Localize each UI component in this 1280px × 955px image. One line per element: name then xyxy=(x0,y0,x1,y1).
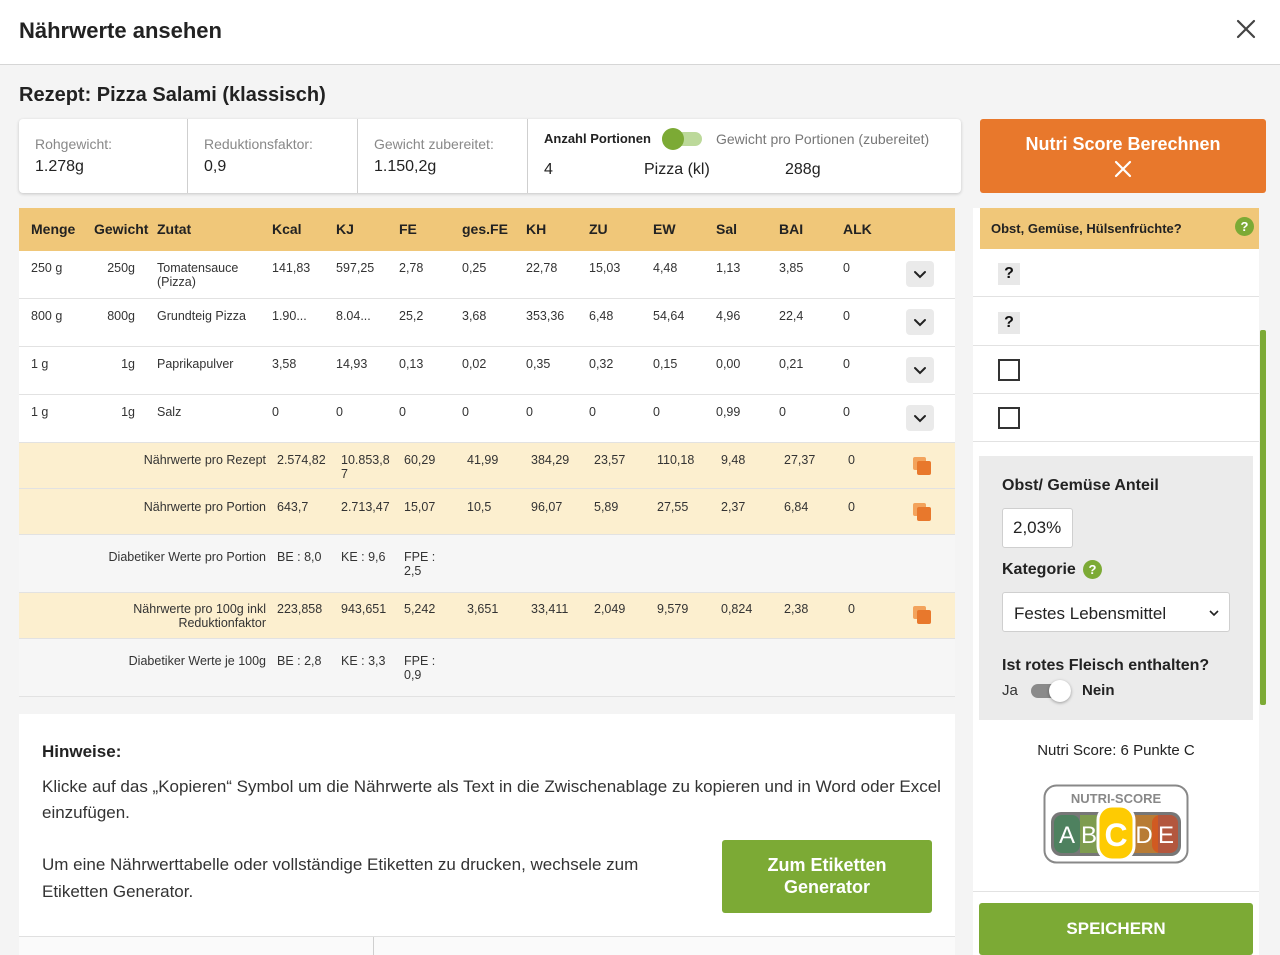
cell-alk: 0 xyxy=(843,309,850,323)
logo-letter-e: E xyxy=(1157,822,1175,849)
logo-letter-c: C xyxy=(1104,817,1128,853)
red-meat-no-label: Nein xyxy=(1082,682,1115,699)
portion-unit: Pizza (kl) xyxy=(644,161,710,178)
help-icon[interactable]: ? xyxy=(1083,560,1102,579)
th-ew: EW xyxy=(653,221,676,237)
per-recipe-row xyxy=(19,443,955,489)
cell-kh: 353,36 xyxy=(526,309,565,323)
cell-gewicht: 250g xyxy=(107,261,135,275)
nutri-score-logo-title: NUTRI-SCORE xyxy=(1070,791,1162,806)
cell-bai: 0,21 xyxy=(779,357,804,371)
expand-row-button[interactable] xyxy=(906,405,934,431)
cell-zu: 5,89 xyxy=(594,500,619,514)
side-list-item xyxy=(973,346,1259,394)
cell-ew: 110,18 xyxy=(657,453,695,467)
red-meat-label: Ist rotes Fleisch enthalten? xyxy=(1002,657,1210,674)
cell-ges-fe: 0 xyxy=(462,405,469,419)
cell-menge: 1 g xyxy=(31,405,49,419)
nutri-score-button-label: Nutri Score Berechnen xyxy=(1025,134,1221,154)
cell-zu: 15,03 xyxy=(589,261,621,275)
per-100g-label: Nährwerte pro 100g inkl Reduktionfaktor xyxy=(133,602,266,630)
cell-zu: 2,049 xyxy=(594,602,626,616)
side-header xyxy=(980,208,1259,249)
close-icon[interactable] xyxy=(1234,14,1258,44)
cell-alk: 0 xyxy=(848,602,855,616)
cell-zu: 23,57 xyxy=(594,453,626,467)
th-zutat: Zutat xyxy=(157,221,192,237)
label-generator-button-label: Zum Etiketten Generator xyxy=(767,855,887,897)
cell-zu: 0,32 xyxy=(589,357,614,371)
cell-bai: 3,85 xyxy=(779,261,804,275)
cell-bai: 6,84 xyxy=(784,500,809,514)
cell-gewicht: 1g xyxy=(121,405,135,419)
table-row xyxy=(19,395,955,443)
nutri-score-logo xyxy=(1043,784,1189,864)
side-list-item xyxy=(973,249,1259,297)
cell-kh: 96,07 xyxy=(531,500,563,514)
nutri-settings-panel xyxy=(979,456,1253,720)
chevron-down-icon xyxy=(1208,607,1220,619)
raw-weight-value: 1.278g xyxy=(35,158,84,175)
th-sal: Sal xyxy=(716,221,738,237)
label-generator-button[interactable] xyxy=(722,840,932,913)
side-list-item xyxy=(973,394,1259,442)
diabetic-portion-label: Diabetiker Werte pro Portion xyxy=(108,550,266,564)
cell-be: BE : 2,8 xyxy=(277,654,322,668)
cell-sal: 0,824 xyxy=(721,602,753,616)
cell-fe: 2,78 xyxy=(399,261,424,275)
cell-kcal: 1.90... xyxy=(272,309,307,323)
cell-kj: 14,93 xyxy=(336,357,368,371)
expand-row-button[interactable] xyxy=(906,309,934,335)
reduction-label: Reduktionsfaktor: xyxy=(204,136,313,152)
table-header xyxy=(19,208,955,251)
cell-kj: 2.713,47 xyxy=(341,500,390,514)
prepared-weight-cell xyxy=(358,119,528,193)
table-row xyxy=(19,251,955,299)
cell-alk: 0 xyxy=(848,453,855,467)
cell-zutat: Tomatensauce (Pizza) xyxy=(157,261,239,289)
category-select[interactable] xyxy=(1002,592,1230,632)
portions-cell xyxy=(528,119,961,193)
cell-ew: 0,15 xyxy=(653,357,678,371)
modal-title: Nährwerte ansehen xyxy=(19,18,222,43)
cell-bai: 2,38 xyxy=(784,602,809,616)
cell-zutat: Grundteig Pizza xyxy=(157,309,246,323)
reduction-cell xyxy=(188,119,358,193)
copy-icon[interactable] xyxy=(911,501,933,523)
cell-ew: 0 xyxy=(653,405,660,419)
cell-menge: 800 g xyxy=(31,309,63,323)
question-mark-icon[interactable]: ? xyxy=(998,312,1020,334)
category-label: Kategorie xyxy=(1002,561,1076,578)
th-zu: ZU xyxy=(589,221,608,237)
cell-fe: 5,242 xyxy=(404,602,436,616)
cell-kh: 0 xyxy=(526,405,533,419)
cell-zutat: Paprikapulver xyxy=(157,357,234,371)
modal-header xyxy=(0,0,1280,65)
th-menge: Menge xyxy=(31,221,76,237)
cell-sal: 0,99 xyxy=(716,405,741,419)
raw-weight-label: Rohgewicht: xyxy=(35,136,113,152)
portions-value: 4 xyxy=(544,161,553,178)
diabetic-100g-label: Diabetiker Werte je 100g xyxy=(128,654,266,668)
diabetic-portion-row xyxy=(19,535,955,593)
cell-menge: 250 g xyxy=(31,261,63,275)
logo-letter-b: B xyxy=(1080,822,1098,849)
weights-card xyxy=(19,119,961,193)
per-portion-row xyxy=(19,489,955,535)
cell-sal: 1,13 xyxy=(716,261,741,275)
cell-ges-fe: 0,25 xyxy=(462,261,487,275)
cell-fpe: FPE : 2,5 xyxy=(404,550,436,578)
notes-label-hint: Um eine Nährwerttabelle oder vollständige Etiketten zu drucken, wechsele zum Etiketten Generator. xyxy=(42,855,639,901)
notes-copy-hint: Klicke auf das „Kopieren“ Symbol um die Nährwerte als Text in die Zwischenablage zu kopieren und in Word oder Excel einzufügen. xyxy=(42,777,941,822)
cell-fe: 60,29 xyxy=(404,453,436,467)
cell-alk: 0 xyxy=(843,357,850,371)
cell-menge: 1 g xyxy=(31,357,49,371)
checkbox[interactable] xyxy=(998,407,1020,429)
scrollbar[interactable] xyxy=(1260,330,1266,705)
red-meat-toggle[interactable] xyxy=(1031,684,1071,698)
raw-weight-cell xyxy=(19,119,188,193)
cell-kh: 22,78 xyxy=(526,261,558,275)
reduction-value: 0,9 xyxy=(204,158,227,175)
side-header-label: Obst, Gemüse, Hülsenfrüchte? xyxy=(991,221,1182,236)
nutri-score-calculate-button[interactable] xyxy=(980,119,1266,193)
cell-alk: 0 xyxy=(843,261,850,275)
cell-bai: 27,37 xyxy=(784,453,816,467)
cell-sal: 9,48 xyxy=(721,453,746,467)
cell-fe: 0,13 xyxy=(399,357,424,371)
notes-section xyxy=(19,714,955,936)
cell-be: BE : 8,0 xyxy=(277,550,322,564)
divider xyxy=(973,891,1259,892)
cell-kj: 597,25 xyxy=(336,261,375,275)
portions-label: Anzahl Portionen xyxy=(544,131,651,146)
checkbox[interactable] xyxy=(998,359,1020,381)
th-kh: KH xyxy=(526,221,547,237)
recipe-title: Rezept: Pizza Salami (klassisch) xyxy=(19,84,326,106)
per-portion-label: Nährwerte pro Portion xyxy=(143,500,266,514)
cell-kcal: 2.574,82 xyxy=(277,453,326,467)
help-icon[interactable]: ? xyxy=(1235,217,1254,236)
cell-fe: 15,07 xyxy=(404,500,436,514)
per-100g-row xyxy=(19,593,955,639)
cell-gewicht: 800g xyxy=(107,309,135,323)
cell-zutat: Salz xyxy=(157,405,182,419)
red-meat-toggle-knob xyxy=(1049,680,1071,702)
chevron-down-icon xyxy=(906,309,934,335)
cell-sal: 2,37 xyxy=(721,500,746,514)
cell-kj: 10.853,87 xyxy=(341,453,390,481)
portions-toggle[interactable] xyxy=(662,132,702,146)
nutri-score-panel xyxy=(973,208,1259,955)
prepared-weight-label: Gewicht zubereitet: xyxy=(374,136,494,152)
cell-ges-fe: 3,651 xyxy=(467,602,499,616)
prepared-weight-value: 1.150,2g xyxy=(374,158,437,175)
cell-ew: 9,579 xyxy=(657,602,689,616)
th-alk: ALK xyxy=(843,221,872,237)
cell-kj: 8.04... xyxy=(336,309,371,323)
per-recipe-label: Nährwerte pro Rezept xyxy=(143,453,266,467)
cell-fpe: FPE : 0,9 xyxy=(404,654,436,682)
chevron-down-icon xyxy=(906,357,934,383)
cell-fe: 25,2 xyxy=(399,309,424,323)
divider xyxy=(373,937,374,955)
cell-kcal: 223,858 xyxy=(277,602,323,616)
question-mark-icon[interactable]: ? xyxy=(998,263,1020,285)
th-ges-fe: ges.FE xyxy=(462,221,508,237)
cell-bai: 22,4 xyxy=(779,309,804,323)
cell-kh: 384,29 xyxy=(531,453,570,467)
cell-kcal: 0 xyxy=(272,405,279,419)
chevron-down-icon xyxy=(906,261,934,287)
cell-alk: 0 xyxy=(843,405,850,419)
portions-toggle-knob xyxy=(662,128,684,150)
th-gewicht: Gewicht xyxy=(94,221,149,237)
share-input[interactable] xyxy=(1002,508,1073,548)
cell-ke: KE : 9,6 xyxy=(341,550,386,564)
copy-icon[interactable] xyxy=(911,455,933,477)
cell-kh: 33,411 xyxy=(531,602,569,616)
copy-icon[interactable] xyxy=(911,604,933,626)
cell-ges-fe: 0,02 xyxy=(462,357,487,371)
table-row xyxy=(19,347,955,395)
cell-kcal: 141,83 xyxy=(272,261,311,275)
th-fe: FE xyxy=(399,221,417,237)
cell-ges-fe: 10,5 xyxy=(467,500,492,514)
per-portion-label: Gewicht pro Portionen (zubereitet) xyxy=(716,131,930,147)
close-icon xyxy=(1113,159,1133,179)
cell-ew: 27,55 xyxy=(657,500,689,514)
th-bai: BAI xyxy=(779,221,804,237)
logo-letter-d: D xyxy=(1135,822,1153,849)
diabetic-100g-row xyxy=(19,639,955,697)
cell-sal: 4,96 xyxy=(716,309,741,323)
cell-kj: 0 xyxy=(336,405,343,419)
category-select-value: Festes Lebensmittel xyxy=(1014,604,1167,623)
cell-fe: 0 xyxy=(399,405,406,419)
portion-weight: 288g xyxy=(785,161,821,178)
expand-row-button[interactable] xyxy=(906,261,934,287)
th-kcal: Kcal xyxy=(272,221,302,237)
cell-kj: 943,651 xyxy=(341,602,387,616)
red-meat-yes-label: Ja xyxy=(1002,682,1018,699)
cell-ke: KE : 3,3 xyxy=(341,654,386,668)
table-row xyxy=(19,299,955,347)
cell-sal: 0,00 xyxy=(716,357,741,371)
save-button[interactable]: SPEICHERN xyxy=(979,903,1253,955)
cell-kh: 0,35 xyxy=(526,357,551,371)
cell-ew: 54,64 xyxy=(653,309,685,323)
th-kj: KJ xyxy=(336,221,354,237)
cell-zu: 6,48 xyxy=(589,309,614,323)
cell-ges-fe: 41,99 xyxy=(467,453,499,467)
notes-title: Hinweise: xyxy=(42,742,122,761)
nutri-score-result: Nutri Score: 6 Punkte C xyxy=(1037,742,1195,759)
expand-row-button[interactable] xyxy=(906,357,934,383)
side-list-item xyxy=(973,298,1259,346)
cell-ges-fe: 3,68 xyxy=(462,309,487,323)
logo-letter-a: A xyxy=(1058,822,1076,849)
cell-alk: 0 xyxy=(848,500,855,514)
cell-zu: 0 xyxy=(589,405,596,419)
share-label: Obst/ Gemüse Anteil xyxy=(1002,477,1159,494)
cell-kcal: 643,7 xyxy=(277,500,309,514)
cell-kcal: 3,58 xyxy=(272,357,297,371)
cell-gewicht: 1g xyxy=(121,357,135,371)
cell-ew: 4,48 xyxy=(653,261,678,275)
cell-bai: 0 xyxy=(779,405,786,419)
bottom-strip xyxy=(19,936,955,955)
chevron-down-icon xyxy=(906,405,934,431)
